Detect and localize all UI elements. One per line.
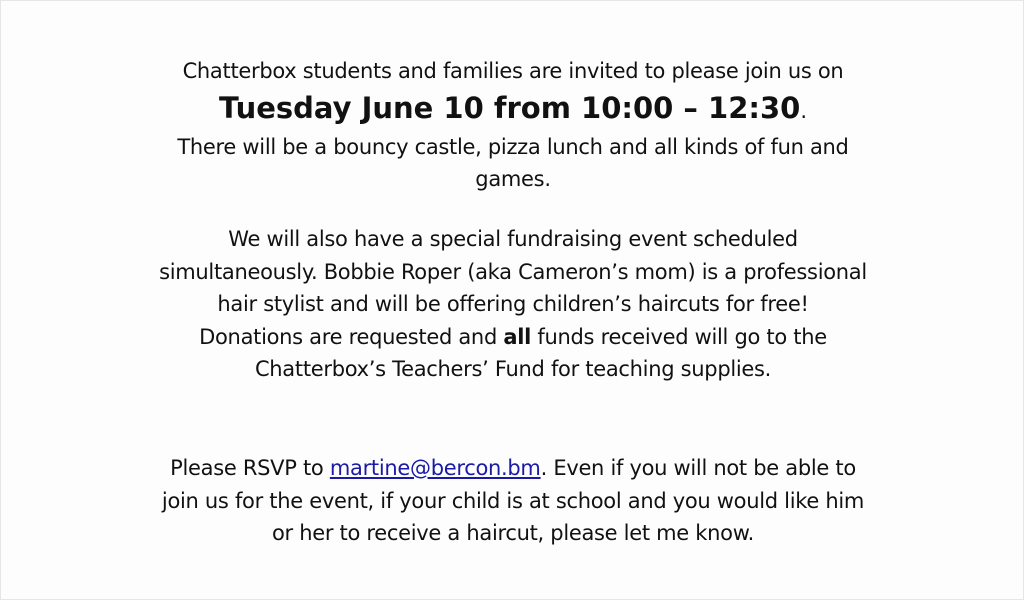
rsvp-line-1-end: . Even if you will not be able to [540,456,856,480]
rsvp-line-1-start: Please RSVP to [170,456,330,480]
fundraiser-line-4 [1,321,1024,354]
rsvp-line-1 [1,452,1024,485]
fundraiser-line-3: hair stylist and will be offering children’s haircuts for free! [217,292,809,316]
rsvp-line-3: or her to receive a haircut, please let me know. [271,521,755,545]
event-date-line [1,88,1024,131]
fundraiser-line-2: simultaneously. Bobbie Roper (aka Cameron’s mom) is a professional [159,259,867,284]
rsvp-line-2: join us for the event, if your child is at school and you would like him [161,488,865,513]
emphasis-all: all [503,324,532,349]
fundraiser-line-1: We will also have a special fundraising event scheduled [228,227,798,251]
intro-line: Chatterbox students and families are invited to please join us on [182,59,844,83]
activities-line-1: There will be a bouncy castle, pizza lunch and all kinds of fun and [177,134,849,159]
invitation-paragraph [1,55,1024,196]
activities-line-2: games. [475,167,551,191]
fundraiser-line-4-end: funds received will go to the [531,324,827,349]
rsvp-email-link[interactable]: martine@bercon.bm [329,456,541,480]
fundraiser-line-5: Chatterbox’s Teachers’ Fund for teaching supplies. [254,357,772,381]
event-date-time: Tuesday June 10 from 10:00 – 12:30 [218,90,801,125]
fundraiser-paragraph [1,223,1024,386]
event-date-period: . [800,98,808,123]
fundraiser-line-4-start: Donations are requested and [199,324,504,349]
rsvp-paragraph [1,452,1024,550]
